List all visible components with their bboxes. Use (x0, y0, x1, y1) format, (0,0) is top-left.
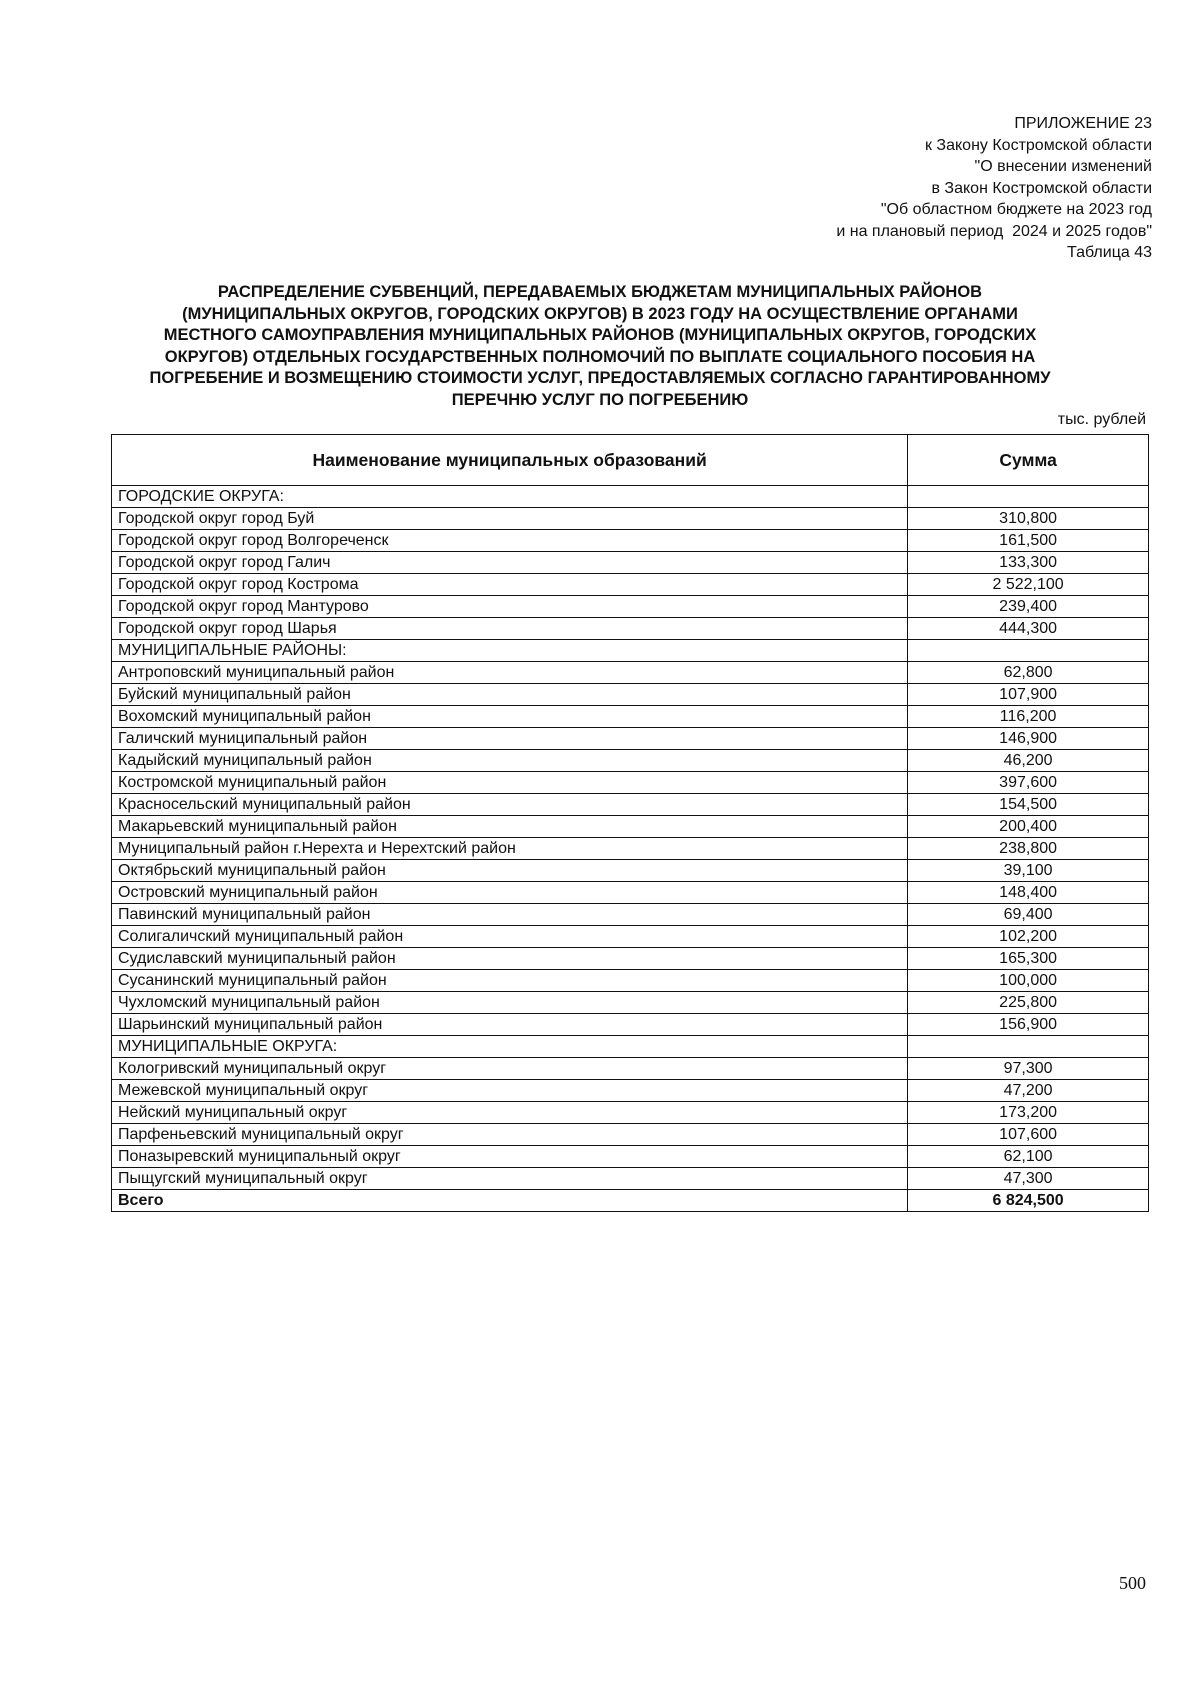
municipality-name: Парфеньевский муниципальный округ (112, 1124, 908, 1146)
header-line: Таблица 43 (1067, 244, 1152, 261)
municipality-name: Кадыйский муниципальный район (112, 750, 908, 772)
table-row (112, 992, 1149, 1014)
table-row (112, 1036, 1149, 1058)
municipality-name: Красносельский муниципальный район (112, 794, 908, 816)
appendix-header (836, 113, 1152, 264)
subvention-amount: 97,300 (908, 1058, 1149, 1080)
title-line: ПОГРЕБЕНИЕ И ВОЗМЕЩЕНИЮ СТОИМОСТИ УСЛУГ, ПРЕДОСТАВЛЯЕМЫХ СОГЛАСНО ГАРАНТИРОВАННОМУ (149, 369, 1051, 387)
subvention-amount: 156,900 (908, 1014, 1149, 1036)
table-row (112, 552, 1149, 574)
municipality-name: МУНИЦИПАЛЬНЫЕ РАЙОНЫ: (112, 640, 908, 662)
table-row (112, 838, 1149, 860)
header-line: в Закон Костромской области (931, 179, 1152, 197)
page-number: 500 (1119, 1573, 1146, 1593)
subvention-amount: 107,600 (908, 1124, 1149, 1146)
municipality-name: Городской округ город Буй (112, 508, 908, 530)
subvention-amount: 238,800 (908, 838, 1149, 860)
table-row (112, 706, 1149, 728)
header-line: и на плановый период 2024 и 2025 годов" (836, 222, 1152, 240)
subvention-amount: 146,900 (908, 728, 1149, 750)
subvention-amount: 62,800 (908, 662, 1149, 684)
total-label: Всего (112, 1190, 908, 1212)
municipality-name: Городской округ город Шарья (112, 618, 908, 640)
municipality-name: МУНИЦИПАЛЬНЫЕ ОКРУГА: (112, 1036, 908, 1058)
municipality-name: Кологривский муниципальный округ (112, 1058, 908, 1080)
subvention-amount (908, 486, 1149, 508)
total-amount: 6 824,500 (908, 1190, 1149, 1212)
column-header-amount: Сумма (908, 435, 1149, 486)
subvention-amount: 47,200 (908, 1080, 1149, 1102)
table-total-row (112, 1190, 1149, 1212)
municipality-name: Пыщугский муниципальный округ (112, 1168, 908, 1190)
municipality-name: Городской округ город Кострома (112, 574, 908, 596)
table-row (112, 926, 1149, 948)
table-row (112, 486, 1149, 508)
subvention-amount: 47,300 (908, 1168, 1149, 1190)
units-label: тыс. рублей (1057, 411, 1146, 428)
table-row (112, 1080, 1149, 1102)
header-line: ПРИЛОЖЕНИЕ 23 (1014, 115, 1152, 132)
municipality-name: Макарьевский муниципальный район (112, 816, 908, 838)
table-row (112, 1124, 1149, 1146)
subvention-amount: 148,400 (908, 882, 1149, 904)
municipality-name: Межевской муниципальный округ (112, 1080, 908, 1102)
table-row (112, 596, 1149, 618)
municipality-name: Костромской муниципальный район (112, 772, 908, 794)
table-row (112, 530, 1149, 552)
table-row (112, 574, 1149, 596)
subvention-amount: 2 522,100 (908, 574, 1149, 596)
subvention-amount: 46,200 (908, 750, 1149, 772)
municipality-name: Городской округ город Мантурово (112, 596, 908, 618)
title-line: РАСПРЕДЕЛЕНИЕ СУБВЕНЦИЙ, ПЕРЕДАВАЕМЫХ БЮДЖЕТАМ МУНИЦИПАЛЬНЫХ РАЙОНОВ (217, 283, 983, 301)
municipality-name: Судиславский муниципальный район (112, 948, 908, 970)
table-row (112, 1014, 1149, 1036)
subvention-amount: 133,300 (908, 552, 1149, 574)
table-row (112, 904, 1149, 926)
table-row (112, 750, 1149, 772)
municipality-name: Городской округ город Галич (112, 552, 908, 574)
table-row (112, 860, 1149, 882)
header-line: к Закону Костромской области (924, 136, 1152, 154)
title-line: МЕСТНОГО САМОУПРАВЛЕНИЯ МУНИЦИПАЛЬНЫХ РАЙОНОВ (МУНИЦИПАЛЬНЫХ ОКРУГОВ, ГОРОДСКИХ (163, 326, 1037, 344)
subvention-amount: 165,300 (908, 948, 1149, 970)
subvention-amount: 116,200 (908, 706, 1149, 728)
municipality-name: Антроповский муниципальный район (112, 662, 908, 684)
subvention-amount: 62,100 (908, 1146, 1149, 1168)
table-row (112, 662, 1149, 684)
subvention-amount: 102,200 (908, 926, 1149, 948)
subvention-amount: 444,300 (908, 618, 1149, 640)
subvention-amount: 107,900 (908, 684, 1149, 706)
table-row (112, 508, 1149, 530)
allocation-table (111, 434, 1149, 1212)
table-row (112, 728, 1149, 750)
header-line: "Об областном бюджете на 2023 год (880, 201, 1152, 218)
subvention-amount: 225,800 (908, 992, 1149, 1014)
table-row (112, 1058, 1149, 1080)
subvention-amount: 173,200 (908, 1102, 1149, 1124)
table-row (112, 948, 1149, 970)
municipality-name: Городской округ город Волгореченск (112, 530, 908, 552)
table-row (112, 684, 1149, 706)
table-row (112, 1168, 1149, 1190)
title-line: (МУНИЦИПАЛЬНЫХ ОКРУГОВ, ГОРОДСКИХ ОКРУГОВ) В 2023 ГОДУ НА ОСУЩЕСТВЛЕНИЕ ОРГАНАМИ (182, 304, 1018, 323)
municipality-name: Муниципальный район г.Нерехта и Нерехтский район (112, 838, 908, 860)
header-line: "О внесении изменений (974, 158, 1152, 175)
municipality-name: Чухломский муниципальный район (112, 992, 908, 1014)
title-line: ПЕРЕЧНЮ УСЛУГ ПО ПОГРЕБЕНИЮ (451, 390, 749, 409)
subvention-amount: 69,400 (908, 904, 1149, 926)
municipality-name: Поназыревский муниципальный округ (112, 1146, 908, 1168)
table-row (112, 618, 1149, 640)
municipality-name: Павинский муниципальный район (112, 904, 908, 926)
municipality-name: Вохомский муниципальный район (112, 706, 908, 728)
subvention-amount: 161,500 (908, 530, 1149, 552)
column-header-name: Наименование муниципальных образований (112, 435, 908, 486)
subvention-amount: 397,600 (908, 772, 1149, 794)
subvention-amount: 239,400 (908, 596, 1149, 618)
document-title (120, 282, 1080, 411)
municipality-name: Буйский муниципальный район (112, 684, 908, 706)
subvention-amount: 154,500 (908, 794, 1149, 816)
municipality-name: Галичский муниципальный район (112, 728, 908, 750)
subvention-amount: 100,000 (908, 970, 1149, 992)
municipality-name: Островский муниципальный район (112, 882, 908, 904)
subvention-amount: 310,800 (908, 508, 1149, 530)
municipality-name: Октябрьский муниципальный район (112, 860, 908, 882)
table-row (112, 816, 1149, 838)
table-row (112, 1146, 1149, 1168)
subvention-amount (908, 640, 1149, 662)
table-row (112, 970, 1149, 992)
title-line: ОКРУГОВ) ОТДЕЛЬНЫХ ГОСУДАРСТВЕННЫХ ПОЛНОМОЧИЙ ПО ВЫПЛАТЕ СОЦИАЛЬНОГО ПОСОБИЯ НА (164, 347, 1036, 366)
table-row (112, 794, 1149, 816)
municipality-name: Шарьинский муниципальный район (112, 1014, 908, 1036)
municipality-name: Нейский муниципальный округ (112, 1102, 908, 1124)
table-row (112, 640, 1149, 662)
subvention-amount: 39,100 (908, 860, 1149, 882)
municipality-name: Сусанинский муниципальный район (112, 970, 908, 992)
table-row (112, 882, 1149, 904)
table-row (112, 1102, 1149, 1124)
municipality-name: ГОРОДСКИЕ ОКРУГА: (112, 486, 908, 508)
subvention-amount (908, 1036, 1149, 1058)
subvention-amount: 200,400 (908, 816, 1149, 838)
municipality-name: Солигаличский муниципальный район (112, 926, 908, 948)
table-row (112, 772, 1149, 794)
table-header-row (112, 435, 1149, 486)
